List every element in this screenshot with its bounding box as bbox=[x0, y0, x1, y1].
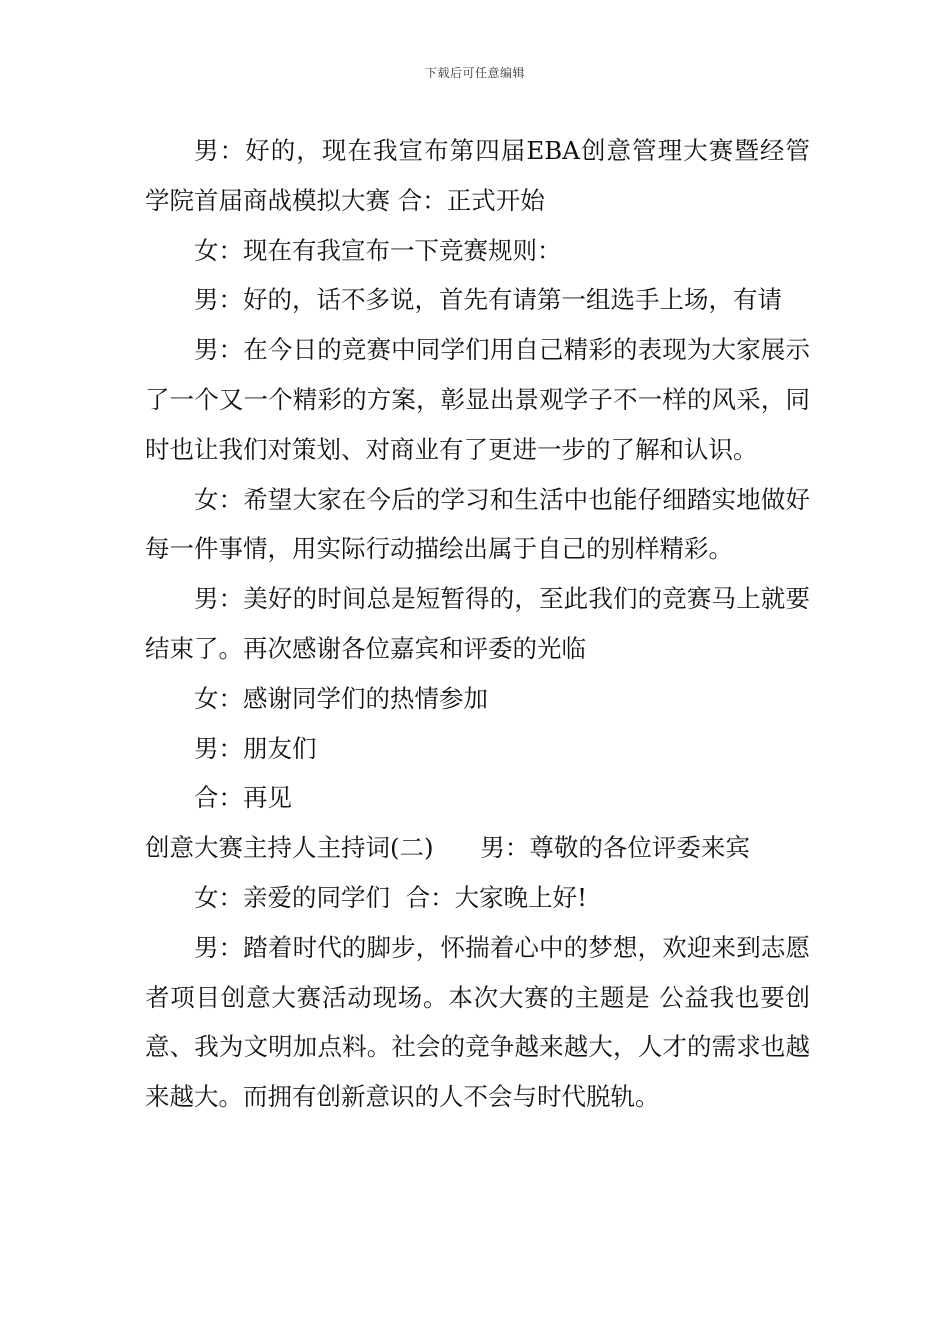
paragraph-9: 合：再见 bbox=[194, 783, 292, 813]
paragraph-11: 女：亲爱的同学们 合：大家晚上好! bbox=[194, 882, 587, 912]
paragraph-1: 男：好的，现在我宣布第四届EBA创意管理大赛暨经管学院首届商战模拟大赛 合：正式开始 bbox=[145, 136, 810, 215]
paragraph-5: 女：希望大家在今后的学习和生活中也能仔细踏实地做好每一件事情，用实际行动描绘出属于自己的别样精彩。 bbox=[145, 484, 810, 564]
paragraph-3: 男：好的，话不多说，首先有请第一组选手上场，有请 bbox=[194, 285, 782, 315]
paragraph-2: 女：现在有我宣布一下竞赛规则： bbox=[194, 235, 562, 265]
paragraph-7: 女：感谢同学们的热情参加 bbox=[194, 683, 488, 713]
paragraph-6: 男：美好的时间总是短暂得的，至此我们的竞赛马上就要结束了。再次感谢各位嘉宾和评委的光临 bbox=[145, 584, 810, 663]
paragraph-4: 男：在今日的竞赛中同学们用自己精彩的表现为大家展示了一个又一个精彩的方案，彰显出景观学子不一样的风采，同时也让我们对策划、对商业有了更进一步的了解和认识。 bbox=[145, 335, 810, 464]
paragraph-12: 男：踏着时代的脚步，怀揣着心中的梦想，欢迎来到志愿者项目创意大赛活动现场。本次大赛的主题是 公益我也要创意、我为文明加点料。社会的竞争越来越大，人才的需求也越来越大。而拥有创新意识的人不会与时代脱轨。 bbox=[145, 932, 810, 1112]
page-header: 下载后可任意编辑 bbox=[424, 66, 525, 80]
section-title-line: 创意大赛主持人主持词(二) 男：尊敬的各位评委来宾 bbox=[145, 833, 750, 863]
document-body bbox=[145, 126, 810, 1122]
paragraph-8: 男：朋友们 bbox=[194, 733, 317, 763]
